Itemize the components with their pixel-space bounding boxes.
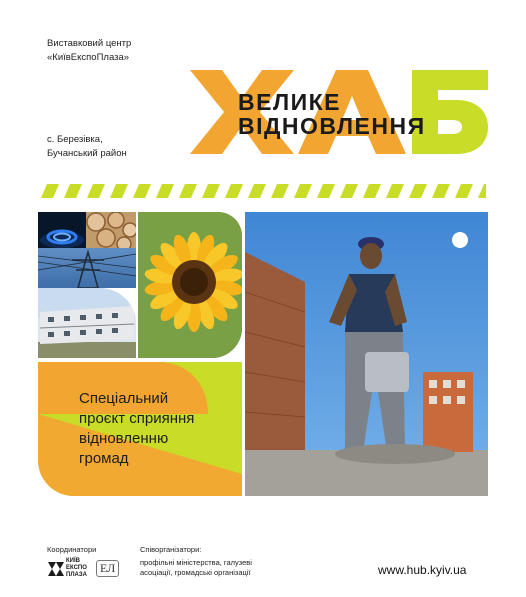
stripe: [294, 184, 312, 198]
stripe: [340, 184, 358, 198]
stripe: [271, 184, 289, 198]
promo-line-3: відновленню: [79, 430, 169, 447]
logo-title-line-1: ВЕЛИКЕ: [238, 89, 341, 115]
gas-flame-photo: [38, 212, 86, 248]
sunflower-photo: [138, 212, 242, 358]
hub-logo: [186, 70, 490, 154]
promo-line-4: громад: [79, 450, 129, 467]
venue-line-2: «КиївЕкспоПлаза»: [47, 52, 130, 63]
stripe: [110, 184, 128, 198]
worker-photo: [245, 212, 488, 496]
stripe: [179, 184, 197, 198]
stripe: [478, 184, 486, 198]
stripe: [455, 184, 473, 198]
stripes-band: [41, 184, 486, 198]
kep-logo-text: [66, 558, 87, 579]
venue-name: [47, 37, 131, 65]
stripe: [363, 184, 381, 198]
logo-title-line-2: ВІДНОВЛЕННЯ: [238, 113, 426, 139]
stripe: [248, 184, 266, 198]
partner-logo: ЕЛ: [96, 560, 119, 577]
stripe: [87, 184, 105, 198]
stripe: [41, 184, 59, 198]
kep-logo-line-1: КИЇВ: [66, 558, 80, 564]
coorganizers-line-1: профільні міністерства, галузеві: [140, 558, 252, 567]
coorganizers-label: Співорганізатори:: [140, 545, 202, 554]
kep-logo-line-2: ЕКСПО: [66, 565, 87, 571]
coorganizers-line-2: асоціації, громадські організації: [140, 568, 251, 577]
stripe: [202, 184, 220, 198]
website-link[interactable]: www.hub.kyiv.ua: [378, 563, 467, 577]
power-lines-photo: [38, 248, 136, 288]
venue-line-1: Виставковий центр: [47, 38, 132, 49]
promo-line-2: проєкт сприяння: [79, 410, 195, 427]
stripe: [317, 184, 335, 198]
modular-houses-photo: [38, 288, 136, 358]
location-line-2: Бучанський район: [47, 148, 127, 159]
stripe: [432, 184, 450, 198]
stripe: [409, 184, 427, 198]
location-line-1: с. Березівка,: [47, 134, 103, 145]
stripe: [156, 184, 174, 198]
stripe: [64, 184, 82, 198]
logo-letter-b: [412, 70, 488, 154]
promo-text: [79, 389, 239, 469]
firewood-photo: [86, 212, 136, 248]
coordinators-label: Координатори: [47, 545, 97, 554]
stripe: [386, 184, 404, 198]
kep-logo-line-3: ПЛАЗА: [66, 572, 87, 578]
coorganizers-list: [140, 558, 252, 578]
location: [47, 133, 127, 161]
kep-logo-icon: [46, 558, 68, 580]
stripe: [225, 184, 243, 198]
promo-line-1: Спеціальний: [79, 390, 169, 407]
coordinator-logos: [46, 558, 136, 580]
stripe: [133, 184, 151, 198]
